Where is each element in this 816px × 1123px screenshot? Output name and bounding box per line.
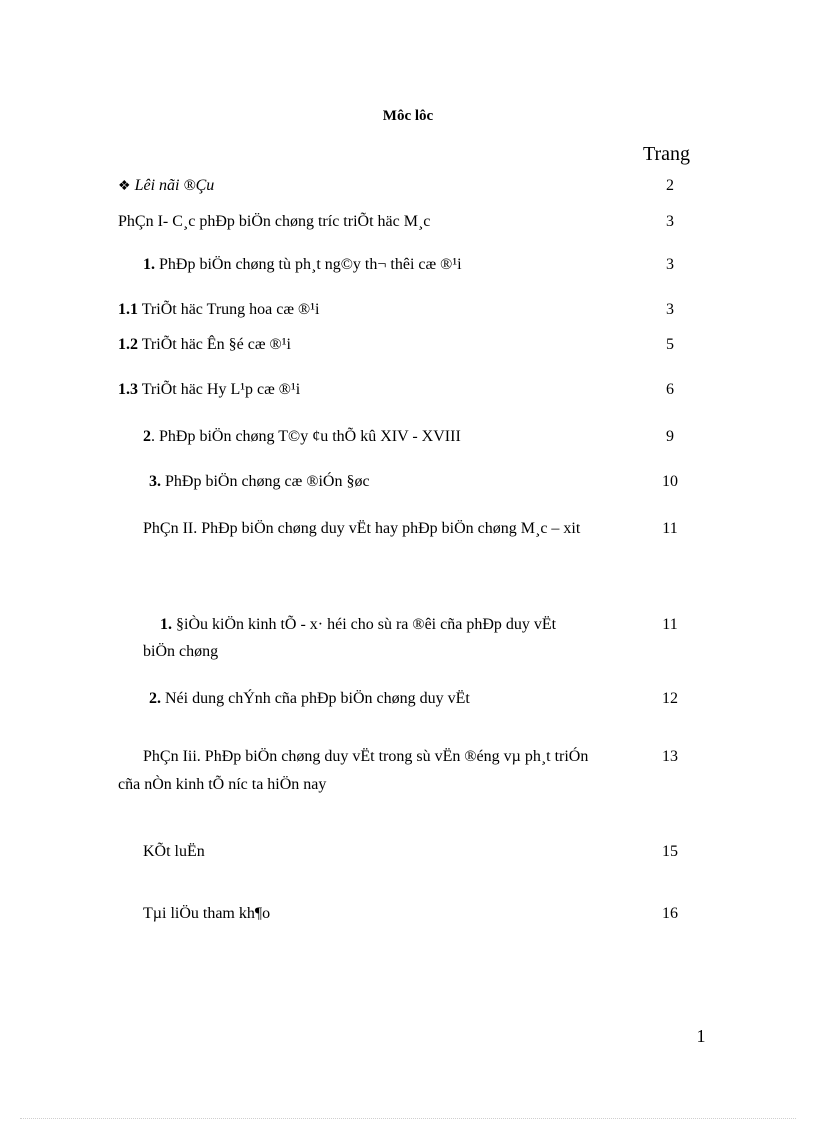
toc-page-number: 6 bbox=[666, 381, 674, 398]
toc-page-number: 16 bbox=[662, 905, 678, 922]
toc-entry-number: 3. bbox=[149, 473, 161, 490]
toc-entry-continuation: biÖn chøng bbox=[143, 643, 219, 660]
diamond-bullet-icon: ❖ bbox=[118, 179, 131, 194]
toc-entry-part-2-2 bbox=[149, 685, 470, 713]
toc-entry-text: PhÇn I- C¸c phÐp biÖn chøng tríc triÕt häc M¸c bbox=[118, 213, 431, 230]
toc-entry-1-2 bbox=[118, 331, 291, 359]
toc-entry-part-2 bbox=[143, 515, 580, 543]
toc-entry-3 bbox=[149, 468, 370, 496]
toc-entry-text: PhÐp biÖn chøng cæ ®iÓn §øc bbox=[165, 473, 370, 490]
toc-page-number: 3 bbox=[666, 301, 674, 318]
toc-entry-references bbox=[143, 900, 270, 928]
toc-entry-text: Lêi nãi ®Çu bbox=[134, 177, 215, 194]
toc-entry-text: Tµi liÖu tham kh¶o bbox=[143, 905, 271, 922]
toc-entry-text: . PhÐp biÖn chøng T©y ¢u thÕ kû XIV - XVIII bbox=[151, 428, 461, 445]
toc-entry-text: PhÐp biÖn chøng tù ph¸t ng©y th¬ thêi cæ ®¹i bbox=[159, 256, 462, 273]
toc-entry-part-3 bbox=[143, 743, 588, 771]
toc-entry-text: PhÇn II. PhÐp biÖn chøng duy vËt hay phÐp biÖn chøng M¸c – xit bbox=[143, 520, 581, 537]
toc-entry-intro bbox=[118, 172, 214, 201]
toc-entry-text: Néi dung chÝnh cña phÐp biÖn chøng duy vËt bbox=[165, 690, 470, 707]
toc-page-number: 11 bbox=[662, 520, 678, 537]
toc-entry-text: §iÒu kiÖn kinh tÕ - x· héi cho sù ra ®êi cña phÐp duy vËt bbox=[176, 616, 557, 633]
toc-entry-number: 1. bbox=[160, 616, 172, 633]
toc-entry-continuation: cña nÒn kinh tÕ níc ta hiÖn nay bbox=[118, 776, 327, 793]
toc-entry-part-2-1 bbox=[160, 611, 556, 639]
toc-entry-number: 1.2 bbox=[118, 336, 138, 353]
page-number: 1 bbox=[696, 1026, 706, 1046]
toc-entry-conclusion bbox=[143, 838, 205, 866]
toc-entry-text: TriÕt häc Ên §é cæ ®¹i bbox=[141, 336, 291, 353]
toc-page-number: 3 bbox=[666, 256, 674, 273]
toc-entry-1 bbox=[143, 251, 462, 279]
toc-page-number: 3 bbox=[666, 213, 674, 230]
toc-entry-number: 2 bbox=[143, 428, 151, 445]
toc-page-number: 9 bbox=[666, 428, 674, 445]
toc-entry-number: 2. bbox=[149, 690, 161, 707]
toc-entry-number: 1. bbox=[143, 256, 155, 273]
toc-entry-1-1 bbox=[118, 296, 319, 324]
toc-page-number: 15 bbox=[662, 843, 678, 860]
toc-page-number: 5 bbox=[666, 336, 674, 353]
toc-entry-2 bbox=[143, 423, 461, 451]
toc-page-number: 10 bbox=[662, 473, 678, 490]
page-title: Môc lôc bbox=[382, 108, 434, 124]
toc-entry-1-3 bbox=[118, 376, 300, 404]
toc-entry-text: PhÇn Iii. PhÐp biÖn chøng duy vËt trong sù vËn ®éng vµ ph¸t triÓn bbox=[143, 748, 589, 765]
toc-entry-part-1 bbox=[118, 208, 430, 236]
toc-entry-number: 1.1 bbox=[118, 301, 138, 318]
toc-page-number: 12 bbox=[662, 690, 678, 707]
footer-divider bbox=[20, 1118, 796, 1119]
toc-page-number: 13 bbox=[662, 748, 678, 765]
toc-page-number: 2 bbox=[666, 177, 674, 194]
toc-entry-text: KÕt luËn bbox=[143, 843, 205, 860]
toc-entry-text: TriÕt häc Trung hoa cæ ®¹i bbox=[141, 301, 320, 318]
toc-entry-text: TriÕt häc Hy L¹p cæ ®¹i bbox=[141, 381, 301, 398]
toc-page-number: 11 bbox=[662, 616, 678, 633]
toc-entry-number: 1.3 bbox=[118, 381, 138, 398]
page-column-header: Trang bbox=[643, 143, 691, 165]
